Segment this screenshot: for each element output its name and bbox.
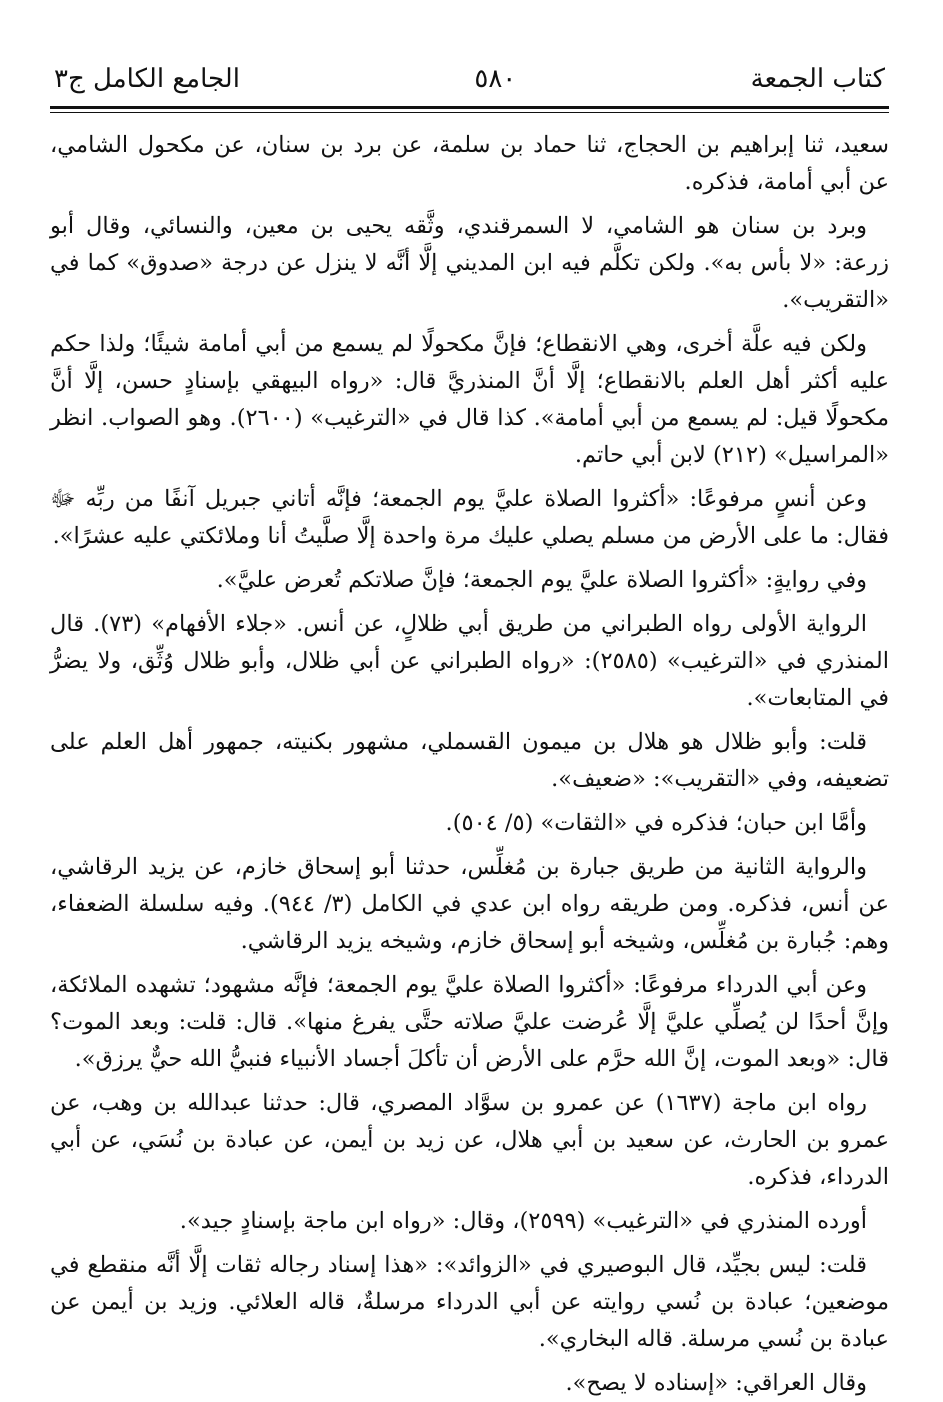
paragraph: أورده المنذري في «الترغيب» (٢٥٩٩)، وقال: «رواه ابن ماجة بإسنادٍ جيد». — [179, 1208, 867, 1234]
chapter-title: كتاب الجمعة — [750, 64, 885, 94]
paragraph: الرواية الأولى رواه الطبراني من طريق أبي ظلالٍ، عن أنس. «جلاء الأفهام» (٧٣). قال المنذري في «الترغيب» (٢٥٨٥): «رواه الطبراني عن أبي ظلال، وأبو ظلال وُثِّق، ولا يضرُّ في المتابعات». — [50, 611, 889, 711]
paragraph: وعن أنسٍ مرفوعًا: «أكثروا الصلاة عليَّ يوم الجمعة؛ فإنَّه أتاني جبريل آنفًا من ربِّه ﷻ فقال: ما على الأرض من مسلم يصلي عليك مرة واحدة إلَّا صلَّيتُ أنا وملائكتي عليه عشرًا». — [50, 486, 889, 549]
header-rule-thick — [50, 106, 889, 109]
paragraph: والرواية الثانية من طريق جبارة بن مُغلِّس، حدثنا أبو إسحاق خازم، عن يزيد الرقاشي، عن أنس، فذكره. ومن طريقه رواه ابن عدي في الكامل (٣/ ٩٤٤). وفيه سلسلة الضعفاء، وهم: جُبارة بن مُغلِّس، وشيخه أبو إسحاق خازم، وشيخه يزيد الرقاشي. — [50, 854, 889, 954]
paragraph: وبرد بن سنان هو الشامي، لا السمرقندي، وثَّقه يحيى بن معين، والنسائي، وقال أبو زرعة: «لا بأس به». ولكن تكلَّم فيه ابن المديني إلَّا أنَّه لا ينزل عن درجة «صدوق» كما في «التقريب». — [50, 213, 889, 313]
paragraph: رواه ابن ماجة (١٦٣٧) عن عمرو بن سوَّاد المصري، قال: حدثنا عبدالله بن وهب، عن عمرو بن الحارث، عن سعيد بن أبي هلال، عن زيد بن أيمن، عن عبادة بن نُسَي، عن أبي الدرداء، فذكره. — [50, 1090, 889, 1190]
running-header — [50, 62, 889, 96]
page-body — [50, 127, 889, 1402]
paragraph: قلت: ليس بجيِّد، قال البوصيري في «الزوائد»: «هذا إسناد رجاله ثقات إلَّا أنَّه منقطع في موضعين؛ عبادة بن نُسي روايته عن أبي الدرداء مرسلةٌ، قاله العلائي. وزيد بن أيمن عن عبادة بن نُسي مرسلة. قاله البخاري». — [50, 1252, 889, 1352]
paragraph: ولكن فيه علَّة أخرى، وهي الانقطاع؛ فإنَّ مكحولًا لم يسمع من أبي أمامة شيئًا؛ ولذا حكم عليه أكثر أهل العلم بالانقطاع؛ إلَّا أنَّ المنذريَّ قال: «رواه البيهقي بإسنادٍ حسن، إلَّا أنَّ مكحولًا قيل: لم يسمع من أبي أمامة». كذا قال في «الترغيب» (٢٦٠٠). وهو الصواب. انظر «المراسيل» (٢١٢) لابن أبي حاتم. — [50, 331, 890, 468]
paragraph: وأمَّا ابن حبان؛ فذكره في «الثقات» (٥/ ٥٠٤). — [445, 810, 867, 836]
paragraph: وقال العراقي: «إسناده لا يصح». — [565, 1370, 867, 1396]
paragraph: سعيد، ثنا إبراهيم بن الحجاج، ثنا حماد بن سلمة، عن برد بن سنان، عن مكحول الشامي، عن أبي أمامة، فذكره. — [50, 132, 889, 195]
page-number: ٥٨٠ — [474, 64, 517, 94]
header-rule-thin — [50, 112, 889, 113]
book-title: الجامع الكامل ج٣ — [54, 64, 240, 94]
paragraph: قلت: وأبو ظلال هو هلال بن ميمون القسملي، مشهور بكنيته، جمهور أهل العلم على تضعيفه، وفي «التقريب»: «ضعيف». — [50, 729, 889, 792]
paragraph: وعن أبي الدرداء مرفوعًا: «أكثروا الصلاة عليَّ يوم الجمعة؛ فإنَّه مشهود؛ تشهده الملائكة، وإنَّ أحدًا لن يُصلِّي عليَّ إلَّا عُرضت عليَّ صلاته حتَّى يفرغ منها». قال: قلت: وبعد الموت؟ قال: «وبعد الموت، إنَّ الله حرَّم على الأرض أن تأكلَ أجساد الأنبياء فنبيُّ الله حيٌّ يرزق». — [50, 972, 889, 1072]
paragraph: وفي روايةٍ: «أكثروا الصلاة عليَّ يوم الجمعة؛ فإنَّ صلاتكم تُعرض عليَّ». — [216, 567, 867, 593]
